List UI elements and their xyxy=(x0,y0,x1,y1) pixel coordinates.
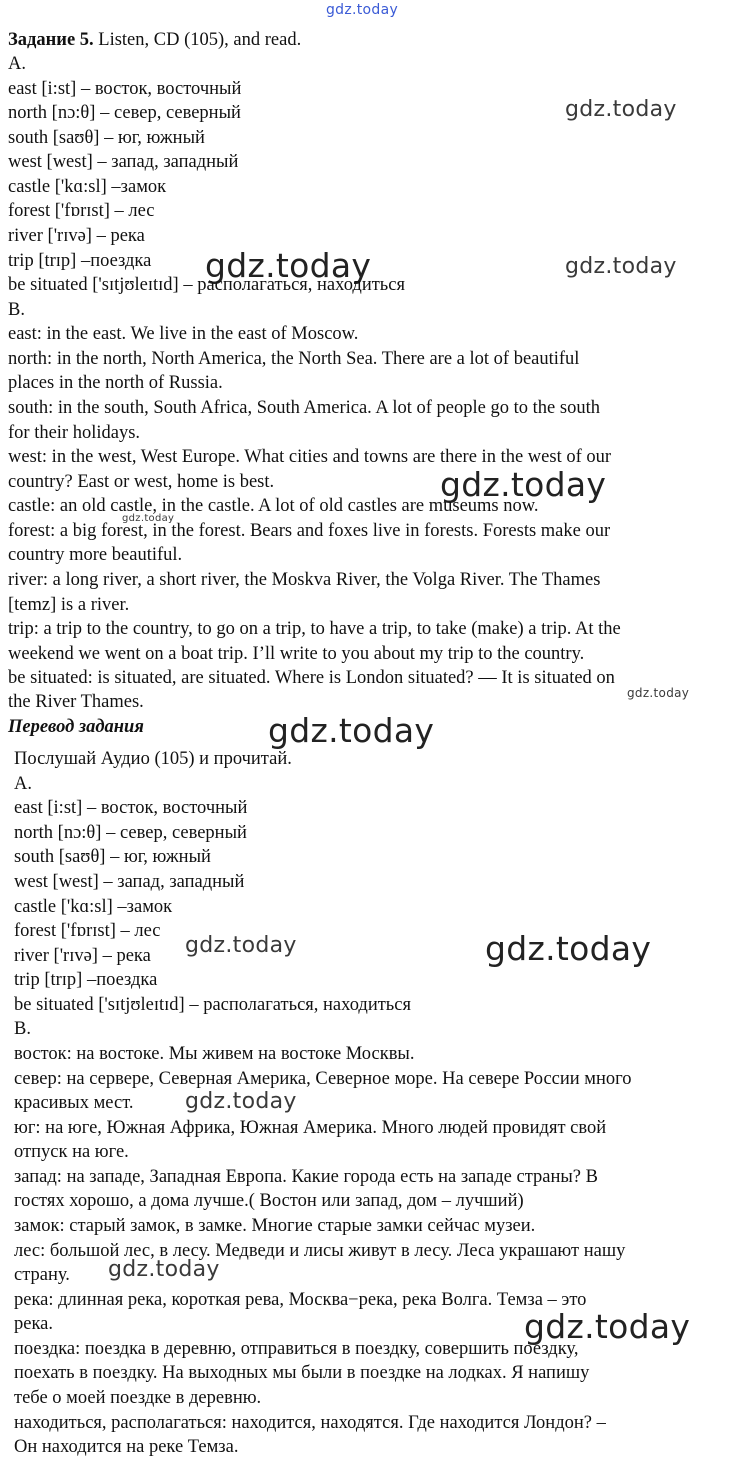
example-line: country more beautiful. xyxy=(8,545,183,565)
example-line: be situated: is situated, are situated. Where is London situated? — It is situated on xyxy=(8,668,615,688)
translation-example-line: река. xyxy=(14,1314,54,1334)
example-line: country? East or west, home is best. xyxy=(8,472,275,492)
section-b-label: B. xyxy=(8,300,25,320)
example-line: castle: an old castle, in the castle. A lot of old castles are museums now. xyxy=(8,496,539,516)
translation-example-line: поехать в поездку. На выходных мы были в поездке на лодках. Я напишу xyxy=(14,1363,590,1383)
watermark: gdz.today xyxy=(122,513,175,524)
watermark: gdz.today xyxy=(485,929,652,968)
translation-example-line: юг: на юге, Южная Африка, Южная Америка. Много людей провидят свой xyxy=(14,1118,607,1138)
watermark: gdz.today xyxy=(524,1307,691,1346)
example-line: north: in the north, North America, the North Sea. There are a lot of beautiful xyxy=(8,349,580,369)
translation-vocab-item: south [saʊθ] – юг, южный xyxy=(14,847,211,867)
watermark-top: gdz.today xyxy=(326,2,399,18)
watermark: gdz.today xyxy=(268,711,435,750)
translation-example-line: страну. xyxy=(14,1265,70,1285)
translation-example-line: тебе о моей поездке в деревню. xyxy=(14,1388,262,1408)
translation-vocab-item: trip [trɪp] –поездка xyxy=(14,970,158,990)
vocab-item: trip [trɪp] –поездка xyxy=(8,251,152,271)
translation-example-line: поездка: поездка в деревню, отправиться в поездку, совершить поездку, xyxy=(14,1339,579,1359)
translation-example-line: запад: на западе, Западная Европа. Какие города есть на западе страны? В xyxy=(14,1167,598,1187)
vocab-item: river ['rɪvə] – река xyxy=(8,226,145,246)
vocab-item: east [i:st] – восток, восточный xyxy=(8,79,242,99)
example-line: forest: a big forest, in the forest. Bears and foxes live in forests. Forests make our xyxy=(8,521,611,541)
example-line: river: a long river, a short river, the Moskva River, the Volga River. The Thames xyxy=(8,570,601,590)
translation-section-b: B. xyxy=(14,1019,31,1039)
example-line: south: in the south, South Africa, South America. A lot of people go to the south xyxy=(8,398,600,418)
example-line: west: in the west, West Europe. What cities and towns are there in the west of our xyxy=(8,447,612,467)
translation-vocab-item: be situated ['sɪtjʊleɪtɪd] – располагаться, находиться xyxy=(14,995,411,1015)
translation-example-line: гостях хорошо, а дома лучше.( Востон или запад, дом – лучший) xyxy=(14,1191,524,1211)
watermark: gdz.today xyxy=(565,97,677,122)
watermark: gdz.today xyxy=(565,254,677,279)
translation-example-line: Он находится на реке Темза. xyxy=(14,1437,239,1457)
vocab-item: west [west] – запад, западный xyxy=(8,152,239,172)
example-line: [temz] is a river. xyxy=(8,595,130,615)
watermark: gdz.today xyxy=(627,686,690,700)
task-title: Задание 5. xyxy=(8,30,94,50)
example-line: east: in the east. We live in the east of Moscow. xyxy=(8,324,359,344)
translation-vocab-item: river ['rɪvə] – река xyxy=(14,946,151,966)
translation-heading: Перевод задания xyxy=(8,717,144,737)
translation-example-line: красивых мест. xyxy=(14,1093,134,1113)
translation-example-line: река: длинная река, короткая рева, Москва−река, река Волга. Темза – это xyxy=(14,1290,587,1310)
example-line: trip: a trip to the country, to go on a trip, to have a trip, to take (make) a trip. At the xyxy=(8,619,621,639)
translation-vocab-item: east [i:st] – восток, восточный xyxy=(14,798,248,818)
vocab-item: be situated ['sɪtjʊleɪtɪd] – располагаться, находиться xyxy=(8,275,405,295)
task-instruction: Listen, CD (105), and read. xyxy=(93,30,302,50)
watermark: gdz.today xyxy=(185,1089,297,1114)
vocab-item: north [nɔ:θ] – север, северный xyxy=(8,103,241,123)
translation-example-line: находиться, располагаться: находится, находятся. Где находится Лондон? – xyxy=(14,1413,606,1433)
watermark: gdz.today xyxy=(108,1257,220,1282)
section-a-label: A. xyxy=(8,54,26,74)
translation-instruction: Послушай Аудио (105) и прочитай. xyxy=(14,749,292,769)
translation-vocab-item: castle ['kɑ:sl] –замок xyxy=(14,897,173,917)
vocab-item: south [saʊθ] – юг, южный xyxy=(8,128,205,148)
task-header xyxy=(8,28,301,53)
vocab-item: forest ['fɒrɪst] – лес xyxy=(8,201,155,221)
example-line: for their holidays. xyxy=(8,423,141,443)
example-line: places in the north of Russia. xyxy=(8,373,223,393)
vocab-item: castle ['kɑ:sl] –замок xyxy=(8,177,167,197)
watermark: gdz.today xyxy=(205,246,372,285)
translation-vocab-item: north [nɔ:θ] – север, северный xyxy=(14,823,247,843)
translation-example-line: замок: старый замок, в замке. Многие старые замки сейчас музеи. xyxy=(14,1216,536,1236)
example-line: weekend we went on a boat trip. I’ll write to you about my trip to the country. xyxy=(8,644,585,664)
translation-section-a: A. xyxy=(14,774,32,794)
translation-example-line: лес: большой лес, в лесу. Медведи и лисы живут в лесу. Леса украшают нашу xyxy=(14,1241,626,1261)
translation-vocab-item: forest ['fɒrɪst] – лес xyxy=(14,921,161,941)
translation-example-line: отпуск на юге. xyxy=(14,1142,129,1162)
watermark: gdz.today xyxy=(185,933,297,958)
translation-example-line: север: на сервере, Северная Америка, Северное море. На севере России много xyxy=(14,1069,632,1089)
watermark: gdz.today xyxy=(440,465,607,504)
translation-example-line: восток: на востоке. Мы живем на востоке Москвы. xyxy=(14,1044,415,1064)
translation-vocab-item: west [west] – запад, западный xyxy=(14,872,245,892)
example-line: the River Thames. xyxy=(8,692,144,712)
